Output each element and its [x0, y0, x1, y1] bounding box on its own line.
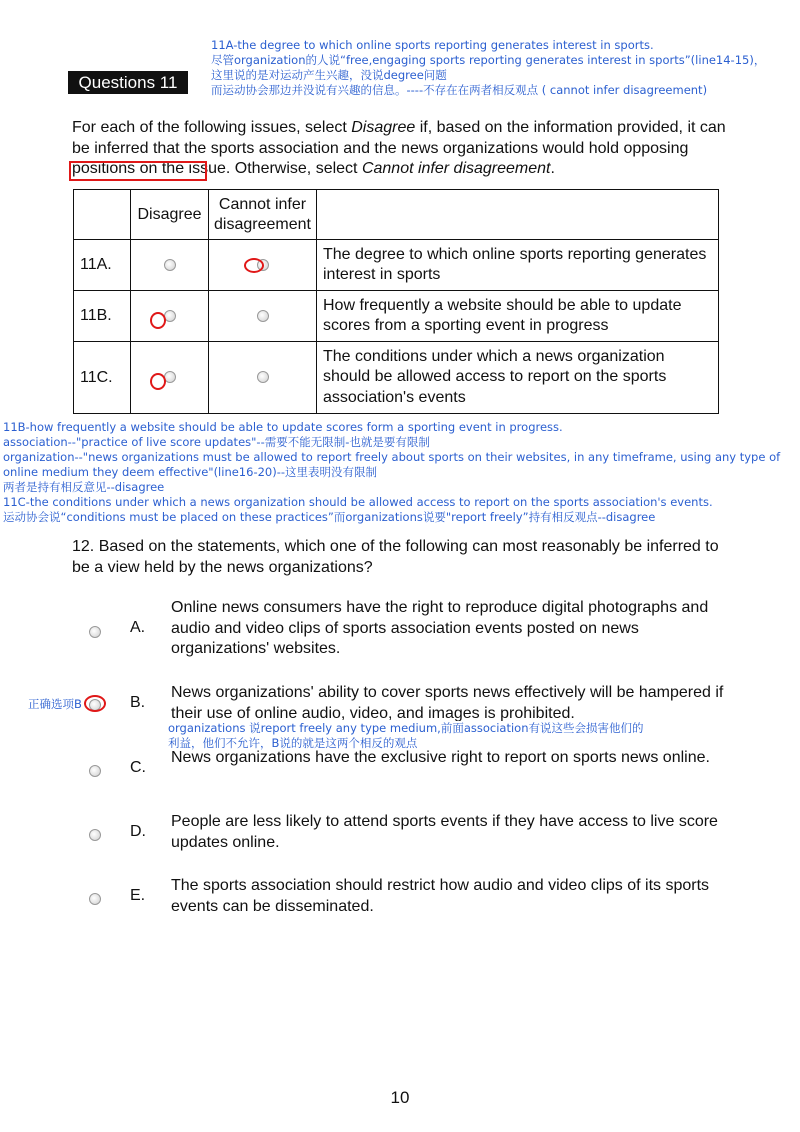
radio-11a-disagree[interactable]: [164, 259, 176, 271]
note-line: association--"practice of live score updates"--需要不能无限制-也就是要有限制: [3, 435, 430, 449]
instr-text: on the issue. Otherwise, select: [135, 160, 362, 177]
note-line: 这里说的是对运动产生兴趣，没说degree问题: [211, 68, 447, 82]
table-row: [74, 240, 719, 291]
table-row: [74, 342, 719, 414]
option-text: News organizations' ability to cover sports news effectively will be hampered if their use of online audio, video, and images is prohibited.: [171, 684, 724, 722]
row-label: 11A.: [74, 240, 131, 291]
answer-mark-11c: [150, 373, 166, 390]
radio-11c-cannot-infer[interactable]: [257, 371, 269, 383]
note-line: organizations 说report freely any type medium,前面association有说这些会损害他们的: [168, 721, 644, 735]
instr-text: For each of the following issues, select: [72, 119, 352, 136]
row-issue: How frequently a website should be able to update scores from a sporting event in progress: [317, 291, 719, 342]
note-line: 而运动协会那边并没说有兴趣的信息。----不存在在两者相反观点 ( cannot infer disagreement): [211, 83, 708, 97]
q12-stem: 12. Based on the statements, which one of the following can most reasonably be inferred to be a view held by the news organizations?: [72, 538, 719, 576]
row-label: 11B.: [74, 291, 131, 342]
question-badge: Questions 11: [68, 71, 188, 94]
answer-mark-11a: [244, 258, 264, 273]
radio-11b-cannot-infer[interactable]: [257, 310, 269, 322]
note-line: 利益，他们不允许，B说的就是这两个相反的观点: [168, 736, 418, 750]
note-line: 11B-how frequently a website should be able to update scores form a sporting event in progress.: [3, 420, 563, 434]
col-header-disagree: Disagree: [131, 190, 209, 240]
row-issue: The degree to which online sports reporting generates interest in sports: [317, 240, 719, 291]
radio-option-d[interactable]: [89, 829, 101, 841]
option-text: People are less likely to attend sports events if they have access to live score updates online.: [171, 813, 718, 851]
instr-boxed-phrase: opposing positions: [72, 139, 689, 177]
option-text: News organizations have the exclusive right to report on sports news online.: [171, 749, 710, 766]
opposing-positions-highlight: [69, 161, 207, 181]
note-line: online medium they deem effective"(line16-20)--这里表明没有限制: [3, 465, 378, 479]
instr-text: .: [550, 160, 555, 177]
correct-answer-note: 正确选项B: [28, 697, 82, 711]
option-letter: D.: [130, 823, 146, 840]
radio-option-c[interactable]: [89, 765, 101, 777]
instr-text: if, based on the information provided, it can be inferred that the sports association and the news organizations would hold: [72, 119, 726, 157]
middle-note: [3, 420, 780, 525]
instr-cannot: Cannot infer disagreement: [361, 160, 551, 177]
radio-option-e[interactable]: [89, 893, 101, 905]
note-line: 11A-the degree to which online sports reporting generates interest in sports.: [211, 38, 654, 52]
option-letter: A.: [130, 619, 146, 636]
radio-option-a[interactable]: [89, 626, 101, 638]
table-row: [74, 291, 719, 342]
option-text: The sports association should restrict how audio and video clips of its sports events can be disseminated.: [171, 877, 710, 915]
col-header-issue: [317, 190, 719, 240]
option-letter: B.: [130, 694, 146, 711]
note-line: 尽管organization的人说“free,engaging sports reporting generates interest in sports”(line14-15)，: [211, 53, 766, 67]
note-line: 运动协会说“conditions must be placed on these practices”而organizations说要"report freely”持有相反观点--disagree: [3, 510, 656, 524]
option-b-note: [168, 721, 643, 751]
answer-mark-11b: [150, 312, 166, 329]
option-text: Online news consumers have the right to reproduce digital photographs and audio and video clips of sports association events posted on news organizations' websites.: [171, 599, 709, 657]
row-label: 11C.: [74, 342, 131, 414]
table-corner: [74, 190, 131, 240]
option-letter: E.: [130, 887, 146, 904]
row-issue: The conditions under which a news organization should be allowed access to report on the sports association's events: [317, 342, 719, 414]
instr-disagree: Disagree: [351, 119, 416, 136]
question-11-table: [73, 189, 719, 414]
note-line: 两者是持有相反意见--disagree: [3, 480, 165, 494]
option-letter: C.: [130, 759, 146, 776]
page-number: 10: [390, 1088, 410, 1107]
header-note: [211, 38, 765, 98]
answer-mark-12b: [84, 695, 106, 712]
note-line: 11C-the conditions under which a news organization should be allowed access to report on the sports association's events.: [3, 495, 713, 509]
note-line: organization--"news organizations must be allowed to report freely about sports on their websites, in any timeframe, using any type of: [3, 450, 781, 464]
col-header-cannot-infer: Cannot infer disagreement: [209, 190, 317, 240]
